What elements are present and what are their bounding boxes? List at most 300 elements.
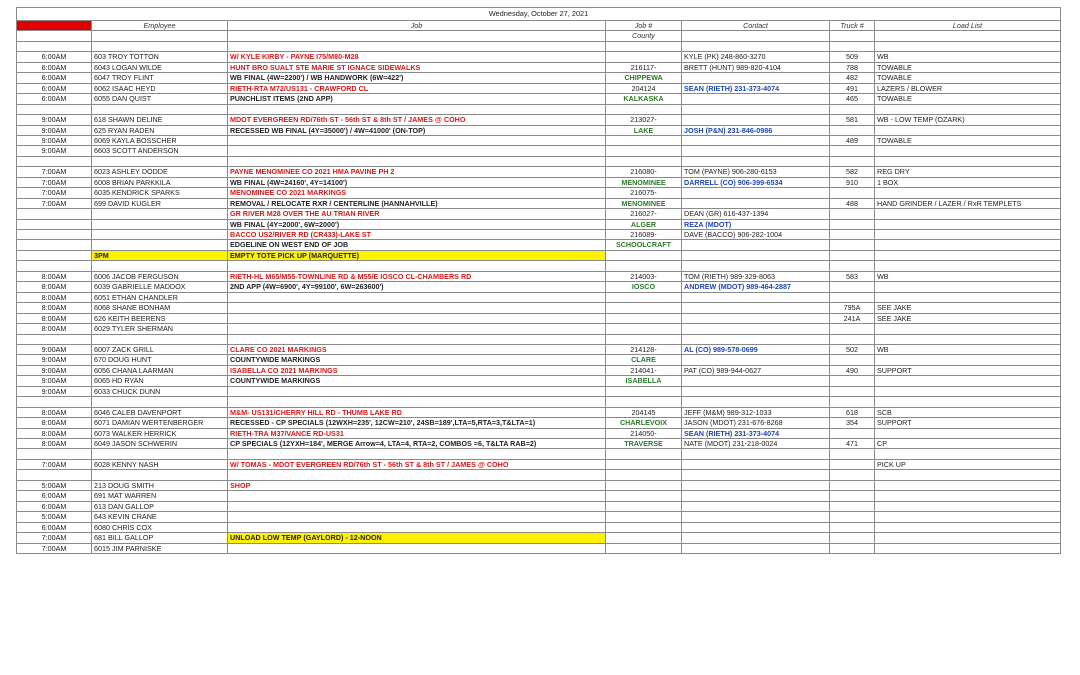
employee-cell: 626 KEITH BEERENS <box>92 313 228 323</box>
truck-cell: 482 <box>830 73 875 83</box>
time-cell <box>17 397 92 407</box>
contact-cell <box>682 146 830 156</box>
employee-cell: 6062 ISAAC HEYD <box>92 83 228 93</box>
job-number-cell <box>606 156 682 166</box>
job-number-cell <box>606 104 682 114</box>
load-list-cell: WB <box>875 344 1061 354</box>
contact-cell: KYLE (PK) 248-860-3270 <box>682 52 830 62</box>
time-cell: 9:00AM <box>17 376 92 386</box>
employee-cell: 6043 LOGAN WILDE <box>92 62 228 72</box>
job-cell <box>228 334 606 344</box>
truck-cell <box>830 104 875 114</box>
job-cell <box>228 135 606 145</box>
truck-cell <box>830 355 875 365</box>
time-cell <box>17 334 92 344</box>
employee-cell: 6073 WALKER HERRICK <box>92 428 228 438</box>
time-cell <box>17 104 92 114</box>
job-cell <box>228 386 606 396</box>
blank-cell <box>830 31 875 41</box>
job-cell: BACCO US2/RIVER RD (CR433)-LAKE ST <box>228 230 606 240</box>
job-cell <box>228 543 606 553</box>
time-cell: 8:00AM <box>17 292 92 302</box>
time-cell <box>17 209 92 219</box>
job-number-cell <box>606 501 682 511</box>
job-cell: UNLOAD LOW TEMP (GAYLORD) - 12-NOON <box>228 533 606 543</box>
blank-cell <box>875 31 1061 41</box>
time-cell <box>17 470 92 480</box>
truck-cell <box>830 428 875 438</box>
truck-cell: 488 <box>830 198 875 208</box>
contact-cell: AL (CO) 989-578-0699 <box>682 344 830 354</box>
truck-cell <box>830 397 875 407</box>
table-row <box>17 313 1061 323</box>
employee-cell: 6080 CHRIS COX <box>92 522 228 532</box>
job-number-cell: MENOMINEE <box>606 177 682 187</box>
job-cell <box>228 491 606 501</box>
load-list-cell <box>875 470 1061 480</box>
job-number-cell: 216027- <box>606 209 682 219</box>
employee-cell: 6051 ETHAN CHANDLER <box>92 292 228 302</box>
truck-cell: 910 <box>830 177 875 187</box>
table-row <box>17 146 1061 156</box>
job-number-cell <box>606 533 682 543</box>
employee-cell: 618 SHAWN DELINE <box>92 115 228 125</box>
time-cell: 8:00AM <box>17 439 92 449</box>
load-list-cell <box>875 104 1061 114</box>
employee-cell <box>92 209 228 219</box>
table-row <box>17 407 1061 417</box>
employee-cell: 6055 DAN QUIST <box>92 94 228 104</box>
contact-cell <box>682 115 830 125</box>
truck-cell <box>830 125 875 135</box>
load-list-cell: WB <box>875 271 1061 281</box>
job-number-cell: 216080- <box>606 167 682 177</box>
job-cell: WB FINAL (4W=2200') / WB HANDWORK (6W=422') <box>228 73 606 83</box>
table-row <box>17 501 1061 511</box>
employee-cell <box>92 334 228 344</box>
time-cell: 8:00AM <box>17 271 92 281</box>
contact-cell: NATE (MDOT) 231-218-0024 <box>682 439 830 449</box>
job-cell: W/ KYLE KIRBY - PAYNE I75/M80-M28 <box>228 52 606 62</box>
truck-cell: 491 <box>830 83 875 93</box>
job-cell: EMPTY TOTE PICK UP (MARQUETTE) <box>228 250 606 260</box>
load-list-cell: CP <box>875 439 1061 449</box>
contact-cell: PAT (CO) 989-944-0627 <box>682 365 830 375</box>
job-number-cell <box>606 480 682 490</box>
truck-cell: 583 <box>830 271 875 281</box>
load-list-cell: 1 BOX <box>875 177 1061 187</box>
time-cell: 9:00AM <box>17 135 92 145</box>
load-list-cell: TOWABLE <box>875 62 1061 72</box>
job-cell: MDOT EVERGREEN RD/76th ST - 56th ST & 8th ST / JAMES @ COHO <box>228 115 606 125</box>
job-number-cell <box>606 386 682 396</box>
job-number-cell: 216117- <box>606 62 682 72</box>
table-row <box>17 250 1061 260</box>
job-number-cell: LAKE <box>606 125 682 135</box>
contact-cell <box>682 156 830 166</box>
contact-cell: DEAN (GR) 616-437-1394 <box>682 209 830 219</box>
time-cell: 8:00AM <box>17 418 92 428</box>
contact-cell <box>682 376 830 386</box>
load-list-cell: REG DRY <box>875 167 1061 177</box>
time-cell: 8:00AM <box>17 324 92 334</box>
job-number-cell <box>606 334 682 344</box>
employee-cell <box>92 230 228 240</box>
truck-cell: 489 <box>830 135 875 145</box>
contact-cell: JEFF (M&M) 989-312-1033 <box>682 407 830 417</box>
truck-cell: 465 <box>830 94 875 104</box>
employee-cell: 6015 JIM PARNISKE <box>92 543 228 553</box>
load-list-cell <box>875 156 1061 166</box>
spacer-row <box>17 41 1061 51</box>
load-list-cell: SUPPORT <box>875 365 1061 375</box>
truck-cell <box>830 230 875 240</box>
load-list-cell <box>875 324 1061 334</box>
header-job: Job <box>228 21 606 31</box>
table-row <box>17 480 1061 490</box>
employee-cell <box>92 470 228 480</box>
contact-cell <box>682 292 830 302</box>
job-number-cell: 214050- <box>606 428 682 438</box>
time-cell <box>17 219 92 229</box>
table-row <box>17 219 1061 229</box>
job-number-cell: 214041- <box>606 365 682 375</box>
truck-cell <box>830 501 875 511</box>
job-cell: 2ND APP (4W=6900', 4Y=99100', 6W=263600') <box>228 282 606 292</box>
table-row <box>17 73 1061 83</box>
job-number-cell: MENOMINEE <box>606 198 682 208</box>
contact-cell: ANDREW (MDOT) 989-464-2887 <box>682 282 830 292</box>
contact-cell <box>682 470 830 480</box>
load-list-cell <box>875 480 1061 490</box>
table-row <box>17 418 1061 428</box>
contact-cell <box>682 73 830 83</box>
truck-cell: 618 <box>830 407 875 417</box>
load-list-cell <box>875 219 1061 229</box>
time-cell <box>17 156 92 166</box>
contact-cell <box>682 324 830 334</box>
load-list-cell: TOWABLE <box>875 135 1061 145</box>
employee-cell: 603 TROY TOTTON <box>92 52 228 62</box>
contact-cell <box>682 261 830 271</box>
contact-cell <box>682 522 830 532</box>
job-number-cell <box>606 135 682 145</box>
load-list-cell <box>875 376 1061 386</box>
employee-cell: 6028 KENNY NASH <box>92 459 228 469</box>
job-cell: RECESSED WB FINAL (4Y=35000') / 4W=41000' (ON-TOP) <box>228 125 606 135</box>
table-row <box>17 177 1061 187</box>
header-county: County <box>606 31 682 41</box>
job-number-cell: 204124 <box>606 83 682 93</box>
time-cell: 8:00AM <box>17 407 92 417</box>
table-row <box>17 135 1061 145</box>
truck-cell <box>830 261 875 271</box>
time-cell <box>17 230 92 240</box>
job-cell <box>228 501 606 511</box>
table-row <box>17 167 1061 177</box>
truck-cell <box>830 543 875 553</box>
load-list-cell: TOWABLE <box>875 73 1061 83</box>
load-list-cell <box>875 146 1061 156</box>
load-list-cell <box>875 209 1061 219</box>
job-cell: W/ TOMAS - MDOT EVERGREEN RD/76th ST - 56th ST & 8th ST / JAMES @ COHO <box>228 459 606 469</box>
contact-cell: SEAN (RIETH) 231-373-4074 <box>682 83 830 93</box>
table-row <box>17 459 1061 469</box>
load-list-cell <box>875 543 1061 553</box>
job-cell: ISABELLA CO 2021 MARKINGS <box>228 365 606 375</box>
job-number-cell <box>606 313 682 323</box>
contact-cell <box>682 135 830 145</box>
contact-cell <box>682 491 830 501</box>
truck-cell <box>830 480 875 490</box>
job-cell: CLARE CO 2021 MARKINGS <box>228 344 606 354</box>
load-list-cell <box>875 292 1061 302</box>
truck-cell <box>830 470 875 480</box>
truck-cell <box>830 533 875 543</box>
table-row <box>17 522 1061 532</box>
truck-cell <box>830 491 875 501</box>
load-list-cell: HAND GRINDER / LAZER / RxR TEMPLETS <box>875 198 1061 208</box>
load-list-cell: TOWABLE <box>875 94 1061 104</box>
table-row <box>17 282 1061 292</box>
contact-cell: TOM (PAYNE) 906-280-6153 <box>682 167 830 177</box>
truck-cell <box>830 292 875 302</box>
employee-cell: 6006 JACOB FERGUSON <box>92 271 228 281</box>
time-cell: 6:00AM <box>17 94 92 104</box>
load-list-cell: PICK UP <box>875 459 1061 469</box>
job-cell <box>228 146 606 156</box>
employee-cell: 6056 CHANA LAARMAN <box>92 365 228 375</box>
load-list-cell <box>875 355 1061 365</box>
employee-cell: 613 DAN GALLOP <box>92 501 228 511</box>
truck-cell <box>830 324 875 334</box>
job-cell <box>228 104 606 114</box>
time-cell <box>17 261 92 271</box>
job-cell: WB FINAL (4Y=2000', 6W=2000') <box>228 219 606 229</box>
job-cell: PAYNE MENOMINEE CO 2021 HMA PAVINE PH 2 <box>228 167 606 177</box>
time-cell <box>17 240 92 250</box>
job-number-cell: 214128- <box>606 344 682 354</box>
time-cell: 9:00AM <box>17 355 92 365</box>
time-cell: 9:00AM <box>17 146 92 156</box>
load-list-cell <box>875 386 1061 396</box>
employee-cell: 6071 DAMIAN WERTENBERGER <box>92 418 228 428</box>
employee-cell <box>92 449 228 459</box>
job-cell: RIETH-RTA M72/US131 - CRAWFORD CL <box>228 83 606 93</box>
employee-cell: 691 MAT WARREN <box>92 491 228 501</box>
contact-cell <box>682 250 830 260</box>
employee-cell: 699 DAVID KUGLER <box>92 198 228 208</box>
job-number-cell <box>606 397 682 407</box>
job-cell: COUNTYWIDE MARKINGS <box>228 355 606 365</box>
employee-cell: 670 DOUG HUNT <box>92 355 228 365</box>
time-cell <box>17 449 92 459</box>
time-cell: 7:00AM <box>17 533 92 543</box>
truck-cell: 241A <box>830 313 875 323</box>
contact-cell <box>682 543 830 553</box>
truck-cell <box>830 386 875 396</box>
contact-cell <box>682 198 830 208</box>
job-number-cell: 214003- <box>606 271 682 281</box>
contact-cell <box>682 501 830 511</box>
job-number-cell: 204145 <box>606 407 682 417</box>
time-cell: 7:00AM <box>17 198 92 208</box>
truck-cell <box>830 449 875 459</box>
job-number-cell <box>606 303 682 313</box>
contact-cell: JOSH (P&N) 231-846-0986 <box>682 125 830 135</box>
load-list-cell <box>875 125 1061 135</box>
job-cell <box>228 292 606 302</box>
header-job-number: Job # <box>606 21 682 31</box>
contact-cell <box>682 313 830 323</box>
job-number-cell: ALGER <box>606 219 682 229</box>
employee-cell: 6069 KAYLA BOSSCHER <box>92 135 228 145</box>
load-list-cell <box>875 491 1061 501</box>
contact-cell <box>682 533 830 543</box>
table-row <box>17 292 1061 302</box>
job-cell <box>228 512 606 522</box>
schedule-table <box>16 7 1061 554</box>
time-cell: 9:00AM <box>17 115 92 125</box>
header-row <box>17 21 1061 31</box>
job-cell: WB FINAL (4W=24160', 4Y=14100') <box>228 177 606 187</box>
truck-cell: 582 <box>830 167 875 177</box>
time-cell: 7:00AM <box>17 543 92 553</box>
load-list-cell <box>875 261 1061 271</box>
employee-cell: 6049 JASON SCHWERIN <box>92 439 228 449</box>
job-cell: RECESSED - CP SPECIALS (12WXH=235', 12CW=210', 24SB=189',LTA=5,RTA=3,T&LTA=1) <box>228 418 606 428</box>
job-number-cell <box>606 250 682 260</box>
employee-cell <box>92 261 228 271</box>
employee-cell: 6039 GABRIELLE MADDOX <box>92 282 228 292</box>
job-cell: MENOMINEE CO 2021 MARKINGS <box>228 188 606 198</box>
table-row <box>17 125 1061 135</box>
truck-cell <box>830 376 875 386</box>
table-row <box>17 115 1061 125</box>
contact-cell <box>682 303 830 313</box>
job-number-cell <box>606 146 682 156</box>
job-cell: EDGELINE ON WEST END OF JOB <box>228 240 606 250</box>
truck-cell: 502 <box>830 344 875 354</box>
table-row <box>17 230 1061 240</box>
job-number-cell <box>606 522 682 532</box>
contact-cell <box>682 459 830 469</box>
table-row <box>17 104 1061 114</box>
employee-cell <box>92 156 228 166</box>
table-row <box>17 470 1061 480</box>
table-row <box>17 344 1061 354</box>
table-row <box>17 62 1061 72</box>
truck-cell <box>830 250 875 260</box>
truck-cell: 490 <box>830 365 875 375</box>
time-cell: 6:00AM <box>17 73 92 83</box>
truck-cell <box>830 219 875 229</box>
truck-cell <box>830 209 875 219</box>
truck-cell <box>830 146 875 156</box>
job-number-cell: 213027- <box>606 115 682 125</box>
table-row <box>17 188 1061 198</box>
time-cell: 6:00AM <box>17 62 92 72</box>
employee-cell: 6035 KENDRICK SPARKS <box>92 188 228 198</box>
truck-cell <box>830 282 875 292</box>
time-cell <box>17 250 92 260</box>
employee-cell: 6603 SCOTT ANDERSON <box>92 146 228 156</box>
time-cell: 7:00AM <box>17 188 92 198</box>
time-cell: 7:00AM <box>17 177 92 187</box>
table-row <box>17 156 1061 166</box>
truck-cell: 581 <box>830 115 875 125</box>
job-number-cell: IOSCO <box>606 282 682 292</box>
job-number-cell: TRAVERSE <box>606 439 682 449</box>
contact-cell <box>682 104 830 114</box>
truck-cell: 471 <box>830 439 875 449</box>
load-list-cell <box>875 230 1061 240</box>
contact-cell: SEAN (RIETH) 231-373-4074 <box>682 428 830 438</box>
load-list-cell: WB <box>875 52 1061 62</box>
job-number-cell <box>606 512 682 522</box>
sheet-date: Wednesday, October 27, 2021 <box>17 8 1061 21</box>
time-cell: 8:00AM <box>17 303 92 313</box>
job-cell <box>228 522 606 532</box>
blank-cell <box>228 31 606 41</box>
header-contact: Contact <box>682 21 830 31</box>
job-number-cell <box>606 292 682 302</box>
table-row <box>17 355 1061 365</box>
job-cell: M&M- US131/CHERRY HILL RD - THUMB LAKE RD <box>228 407 606 417</box>
load-list-cell <box>875 501 1061 511</box>
employee-cell: 6007 ZACK GRILL <box>92 344 228 354</box>
truck-cell <box>830 240 875 250</box>
load-list-cell <box>875 533 1061 543</box>
job-number-cell: CHARLEVOIX <box>606 418 682 428</box>
time-cell: 5:00AM <box>17 512 92 522</box>
contact-cell <box>682 449 830 459</box>
job-number-cell: 216089- <box>606 230 682 240</box>
time-cell: 6:00AM <box>17 501 92 511</box>
job-cell <box>228 313 606 323</box>
load-list-cell: SCB <box>875 407 1061 417</box>
table-row <box>17 303 1061 313</box>
table-row <box>17 449 1061 459</box>
table-row <box>17 428 1061 438</box>
employee-cell: 213 DOUG SMITH <box>92 480 228 490</box>
employee-cell: 6029 TYLER SHERMAN <box>92 324 228 334</box>
contact-cell <box>682 397 830 407</box>
time-cell: 7:00AM <box>17 459 92 469</box>
table-row <box>17 397 1061 407</box>
time-cell: 9:00AM <box>17 386 92 396</box>
job-number-cell <box>606 324 682 334</box>
truck-cell <box>830 334 875 344</box>
contact-cell <box>682 188 830 198</box>
time-cell: 9:00AM <box>17 125 92 135</box>
truck-cell <box>830 188 875 198</box>
time-cell: 8:00AM <box>17 428 92 438</box>
job-cell: SHOP <box>228 480 606 490</box>
job-number-cell <box>606 491 682 501</box>
contact-cell <box>682 480 830 490</box>
time-cell: 6:00AM <box>17 83 92 93</box>
load-list-cell <box>875 282 1061 292</box>
load-list-cell <box>875 240 1061 250</box>
contact-cell: JASON (MDOT) 231-676-8268 <box>682 418 830 428</box>
employee-cell <box>92 104 228 114</box>
job-number-cell <box>606 261 682 271</box>
table-row <box>17 261 1061 271</box>
load-list-cell <box>875 512 1061 522</box>
load-list-cell: SEE JAKE <box>875 313 1061 323</box>
job-number-cell: 216075- <box>606 188 682 198</box>
